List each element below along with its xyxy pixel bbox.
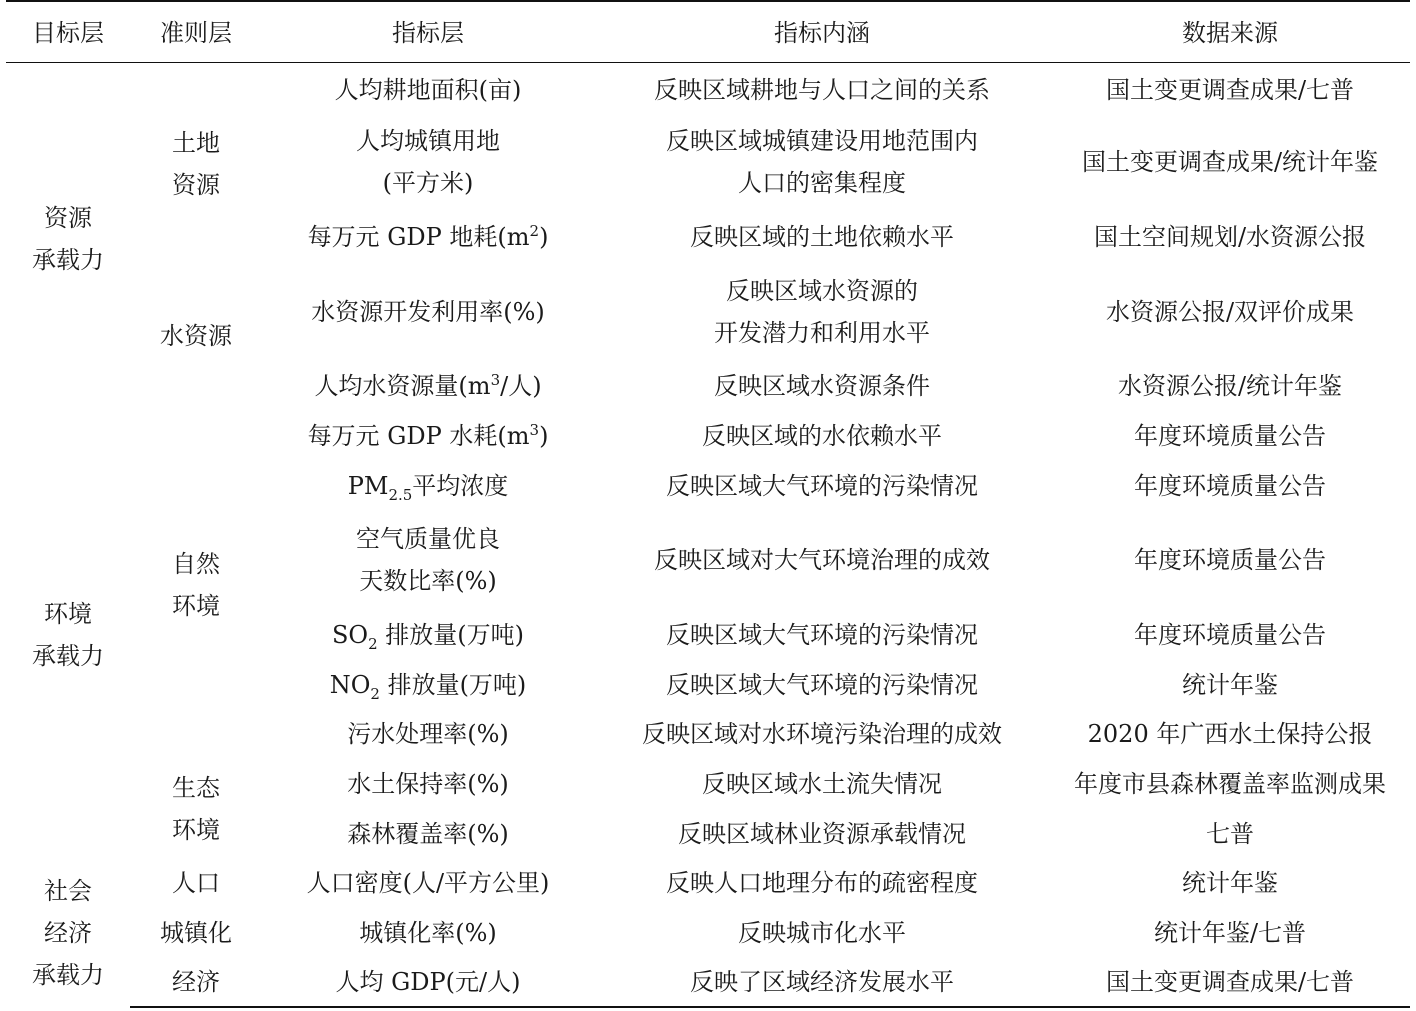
meaning-cell: 反映区域水资源条件 [714,372,930,401]
goal-resource: 资源 承载力 [32,204,104,275]
table-row [6,262,1410,362]
criterion-land: 土地 资源 [172,129,220,200]
indicator-text-tail: ) [539,222,549,251]
indicator-superscript: 2 [529,221,540,240]
meaning-cell: 反映区域城镇建设用地范围内 人口的密集程度 [666,127,978,198]
meaning-cell: 反映区域林业资源承载情况 [678,819,966,848]
indicator-cell: 人均 GDP(元/人) [262,958,594,1008]
indicator-cell [262,362,594,412]
indicator-cell: 森林覆盖率(%) [347,819,509,848]
source-cell: 水资源公报/统计年鉴 [1117,372,1343,401]
criterion-population: 人口 [172,869,220,898]
header-goal: 目标层 [6,1,130,63]
table-row [6,958,1410,1008]
indicator-cell [262,212,594,262]
meaning-cell: 反映人口地理分布的疏密程度 [666,869,978,898]
source-cell: 统计年鉴 [1182,869,1278,898]
source-cell: 2020 年广西水土保持公报 [1087,720,1373,749]
meaning-cell: 反映了区域经济发展水平 [594,958,1050,1008]
indicator-text-tail: ) [539,422,549,451]
source-cell: 国土变更调查成果/七普 [1050,958,1410,1008]
indicator-text: 每万元 GDP 水耗(m [307,422,530,451]
indicator-subscript: 2 [368,635,378,654]
indicator-cell: 人口密度(人/平方公里) [306,869,550,898]
indicator-text-tail: /人) [500,372,542,401]
meaning-cell: 反映区域水土流失情况 [702,770,942,799]
source-cell: 统计年鉴/七普 [1153,918,1307,947]
meaning-cell: 反映区域大气环境的污染情况 [666,621,978,650]
meaning-cell: 反映区域大气环境的污染情况 [666,471,978,500]
goal-environment: 环境 承载力 [32,599,104,670]
table-body [6,63,1410,1008]
source-cell: 年度环境质量公告 [1134,422,1326,451]
indicator-cell [262,660,594,710]
indicator-text-tail: 平均浓度 [412,471,509,500]
source-cell: 水资源公报/双评价成果 [1105,297,1355,326]
criterion-ecology: 生态 环境 [172,773,220,844]
meaning-cell: 反映区域的土地依赖水平 [690,222,954,251]
indicator-superscript: 3 [490,371,501,390]
table-row [6,411,1410,461]
indicator-cell: 人均城镇用地 (平方米) [356,127,500,198]
source-cell: 国土空间规划/水资源公报 [1093,222,1367,251]
criterion-urbanization: 城镇化 [160,918,232,947]
source-cell: 年度市县森林覆盖率监测成果 [1074,770,1386,799]
indicator-cell: 空气质量优良 天数比率(%) [356,525,500,596]
indicator-subscript: 2 [370,684,380,703]
meaning-cell: 反映区域对大气环境治理的成效 [654,546,990,575]
header-indicator: 指标层 [262,1,594,63]
indicator-cell: 水土保持率(%) [347,770,509,799]
goal-socioeconomic: 社会 经济 承载力 [32,876,104,989]
indicator-text: 人均水资源量(m [314,372,491,401]
meaning-cell: 反映区域耕地与人口之间的关系 [654,75,990,104]
indicator-superscript: 3 [529,421,540,440]
indicator-text: NO [329,670,371,699]
criterion-nature: 自然 环境 [172,550,220,621]
table-row [6,63,1410,113]
meaning-cell: 反映区域水资源的 开发潜力和利用水平 [714,276,930,347]
header-row [6,1,1410,63]
source-cell: 年度环境质量公告 [1134,471,1326,500]
indicator-text-tail: 排放量(万吨) [377,621,525,650]
source-cell: 七普 [1206,819,1254,848]
indicator-text: 每万元 GDP 地耗(m [307,222,530,251]
indicator-cell: 人均耕地面积(亩) [334,75,522,104]
meaning-cell: 反映区域的水依赖水平 [702,422,942,451]
indicator-cell [262,610,594,660]
indicator-subscript: 2.5 [388,485,413,504]
source-cell: 国土变更调查成果/统计年鉴 [1081,148,1379,177]
indicator-table [6,0,1410,1008]
meaning-cell: 反映区域大气环境的污染情况 [666,670,978,699]
table-row [6,858,1410,908]
indicator-cell: 水资源开发利用率(%) [311,297,545,326]
header-criterion: 准则层 [130,1,262,63]
indicator-cell: 城镇化率(%) [359,918,497,947]
table-header [6,1,1410,63]
indicator-text: PM [347,471,389,500]
meaning-cell: 反映城市化水平 [738,918,906,947]
source-cell: 年度环境质量公告 [1134,621,1326,650]
indicator-cell [262,461,594,511]
source-cell: 年度环境质量公告 [1134,546,1326,575]
source-cell: 国土变更调查成果/七普 [1105,75,1355,104]
header-source: 数据来源 [1050,1,1410,63]
indicator-text-tail: 排放量(万吨) [379,670,527,699]
meaning-cell: 反映区域对水环境污染治理的成效 [642,720,1002,749]
header-meaning: 指标内涵 [594,1,1050,63]
table-row [6,759,1410,809]
indicator-text: SO [331,621,369,650]
criterion-water: 水资源 [160,322,232,351]
indicator-cell: 污水处理率(%) [347,720,509,749]
source-cell: 统计年鉴 [1182,670,1278,699]
indicator-cell [262,411,594,461]
indicator-table-container [6,0,1410,1011]
table-row [6,908,1410,958]
criterion-economy: 经济 [130,958,262,1008]
